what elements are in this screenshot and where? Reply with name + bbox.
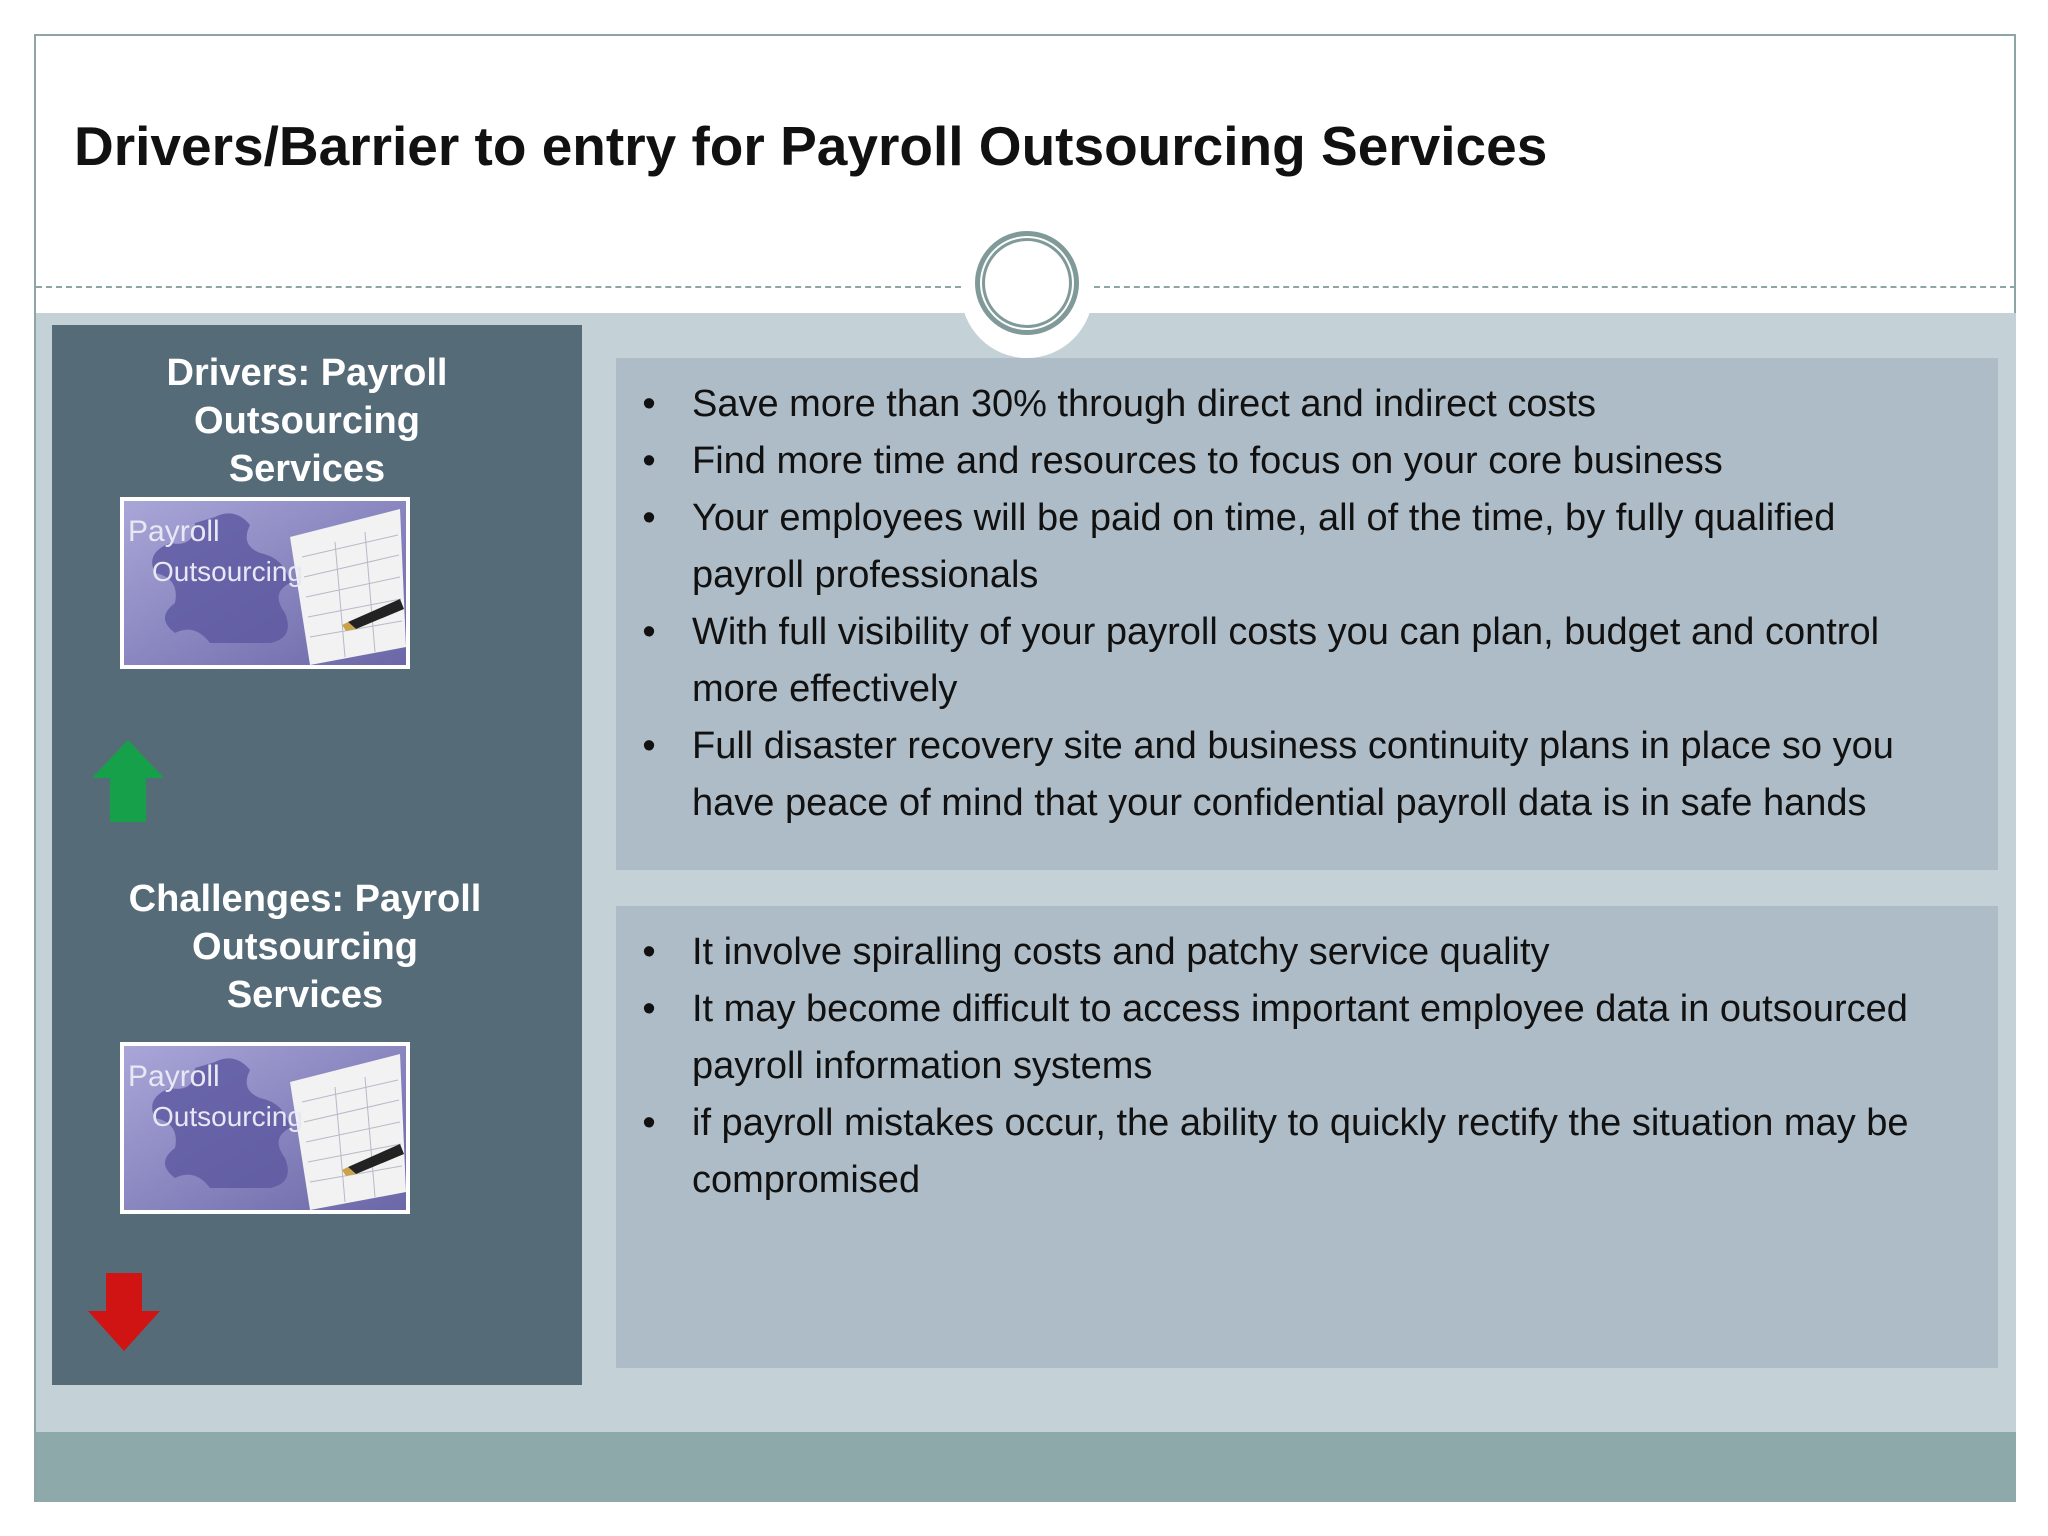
bullet-glyph: • [642, 725, 656, 767]
heading-line: Services [228, 448, 386, 490]
heading-line: Outsourcing [194, 400, 420, 442]
arrow-down-icon [86, 1273, 162, 1356]
bullet-item [636, 433, 1958, 490]
bullet-text: more effectively [692, 668, 958, 710]
challenges-bullet-list [636, 924, 1958, 1209]
bullet-glyph: • [642, 497, 656, 539]
bullet-item [636, 490, 1958, 604]
bullet-item [636, 604, 1958, 718]
bullet-text: It involve spiralling costs and patchy service quality [692, 931, 1550, 973]
bullet-text: if payroll mistakes occur, the ability to quickly rectify the situation may be [692, 1102, 1909, 1144]
footer-bar [36, 1432, 2016, 1502]
bullet-text: payroll professionals [692, 554, 1039, 596]
bullet-text: compromised [692, 1159, 921, 1201]
bullet-glyph: • [642, 383, 656, 425]
bullet-glyph: • [642, 988, 656, 1030]
bullet-text: With full visibility of your payroll costs you can plan, budget and control [692, 611, 1880, 653]
bullet-text: Save more than 30% through direct and indirect costs [692, 383, 1597, 425]
bullet-item [636, 718, 1958, 832]
image-text-payroll: Payroll [128, 515, 220, 548]
image-text-outsourcing: Outsourcing [152, 1101, 303, 1132]
bullet-glyph: • [642, 931, 656, 973]
bullet-text: Your employees will be paid on time, all of the time, by fully qualified [692, 497, 1836, 539]
bullet-item [636, 924, 1958, 981]
bullet-glyph: • [642, 611, 656, 653]
bullet-item [636, 1095, 1958, 1209]
circle-inner-ring [982, 238, 1072, 328]
bullet-text: Find more time and resources to focus on your core business [692, 440, 1723, 482]
divider-dashed-right [1094, 286, 2016, 288]
image-text-outsourcing: Outsourcing [152, 556, 303, 587]
bullet-item [636, 981, 1958, 1095]
bullet-item [636, 376, 1958, 433]
bullet-glyph: • [642, 440, 656, 482]
drivers-bullet-list [636, 376, 1958, 832]
challenges-heading [50, 875, 560, 1019]
bullet-text: payroll information systems [692, 1045, 1153, 1087]
heading-line: Challenges: Payroll [128, 878, 482, 920]
payroll-outsourcing-image [120, 1042, 410, 1214]
bullet-glyph: • [642, 1102, 656, 1144]
divider-dashed-left [36, 286, 961, 288]
bullet-text: Full disaster recovery site and business continuity plans in place so you [692, 725, 1894, 767]
side-panel [52, 325, 582, 1385]
heading-line: Outsourcing [192, 926, 418, 968]
payroll-outsourcing-image [120, 497, 410, 669]
bullet-text: have peace of mind that your confidential payroll data is in safe hands [692, 782, 1867, 824]
heading-line: Services [226, 974, 384, 1016]
arrow-up-icon [90, 740, 166, 827]
drivers-heading [52, 349, 562, 493]
heading-line: Drivers: Payroll [166, 352, 448, 394]
image-text-payroll: Payroll [128, 1060, 220, 1093]
slide [34, 34, 2016, 1502]
challenges-box [616, 906, 1998, 1368]
drivers-box [616, 358, 1998, 870]
slide-title: Drivers/Barrier to entry for Payroll Outsourcing Services [74, 115, 1548, 177]
bullet-text: It may become difficult to access important employee data in outsourced [692, 988, 1908, 1030]
